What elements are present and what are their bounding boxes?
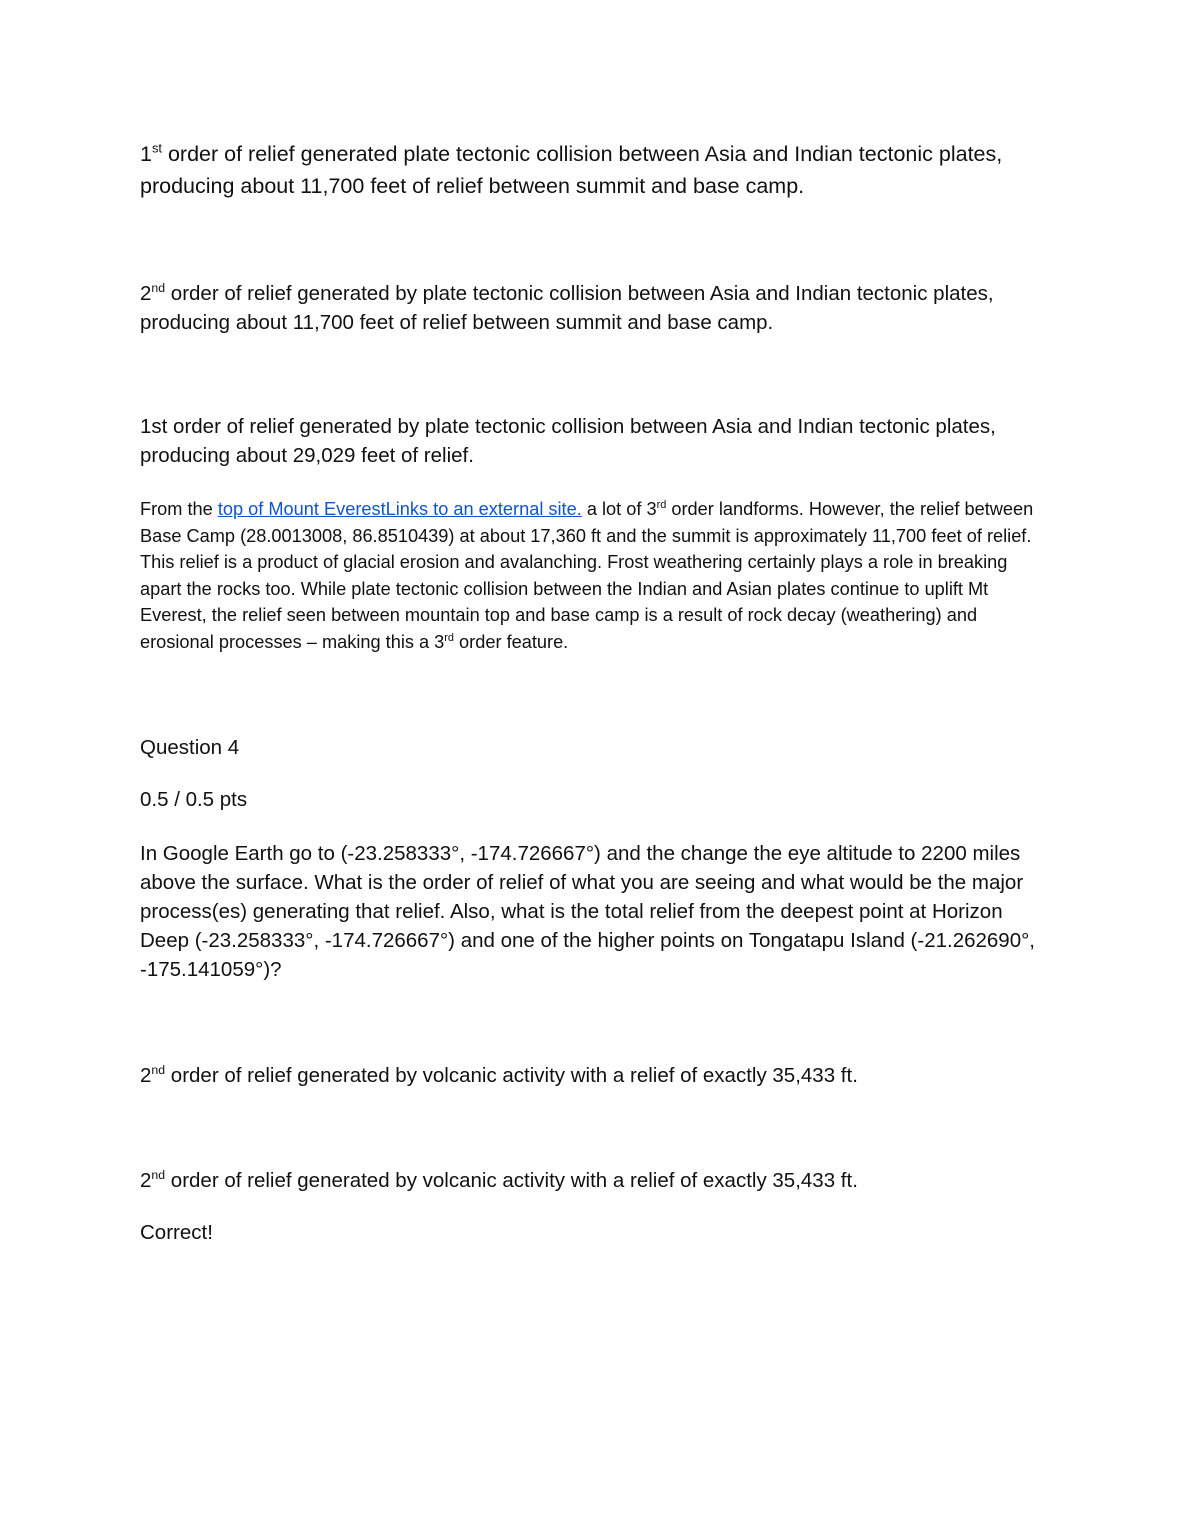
answer-text: 1st order of relief generated by plate tectonic collision between Asia and Indian tectonic plates, producing about 29,029 feet of relief.	[140, 415, 996, 467]
question-score: 0.5 / 0.5 pts	[140, 788, 248, 811]
ordinal-suffix: rd	[656, 498, 667, 511]
ordinal-suffix: nd	[151, 281, 166, 296]
selected-answer	[140, 1166, 1050, 1195]
answer-text: order of relief generated plate tectonic collision between Asia and Indian tectonic plates, producing about 11,700 feet of relief between summit and base camp.	[140, 142, 1003, 198]
answer-option-4	[140, 1061, 1050, 1090]
explanation-prefix: From the	[140, 499, 218, 519]
answer-text: order of relief generated by volcanic activity with a relief of exactly 35,433 ft.	[165, 1169, 858, 1192]
question-title: Question 4	[140, 736, 240, 759]
explanation-text: order landforms. However, the relief between Base Camp (28.0013008, 86.8510439) at about 17,360 ft and the summit is approximately 11,700 feet of relief. This relief is a product of glacial erosion and avalanching. Frost weathering certainly plays a role in breaking apart the rocks too. While plate tectonic collision between the Indian and Asian plates continue to uplift Mt Everest, the relief seen between mountain top and base camp is a result of rock decay (weathering) and erosional processes – making this a 3	[140, 499, 1034, 652]
answer-explanation	[140, 496, 1050, 655]
explanation-text: a lot of 3	[581, 499, 657, 519]
answer-text: order of relief generated by volcanic activity with a relief of exactly 35,433 ft.	[165, 1064, 858, 1087]
explanation-text: order feature.	[454, 631, 569, 652]
ordinal-suffix: nd	[151, 1168, 166, 1183]
ordinal-number: 2	[140, 1064, 152, 1087]
ordinal-suffix: rd	[444, 631, 454, 644]
answer-option-3	[140, 412, 1050, 470]
result-correct-label: Correct!	[140, 1221, 213, 1244]
ordinal-suffix: nd	[151, 1063, 166, 1078]
question-prompt: In Google Earth go to (-23.258333°, -174.726667°) and the change the eye altitude to 2200 miles above the surface. What is the order of relief of what you are seeing and what would be the major process(es) generating that relief. Also, what is the total relief from the deepest point at Horizon Deep (-23.258333°, -174.726667°) and one of the higher points on Tongatapu Island (-21.262690°, -175.141059°)?	[140, 842, 1035, 981]
ordinal-number: 1	[140, 142, 152, 166]
answer-text: order of relief generated by plate tectonic collision between Asia and Indian tectonic plates, producing about 11,700 feet of relief between summit and base camp.	[140, 282, 994, 334]
ordinal-suffix: st	[151, 140, 162, 156]
ordinal-number: 2	[140, 1169, 152, 1192]
answer-option-2	[140, 279, 1050, 337]
answer-option-1	[140, 138, 1050, 202]
ordinal-number: 2	[140, 282, 152, 305]
external-link-mount-everest[interactable]: top of Mount EverestLinks to an external site.	[217, 499, 582, 519]
